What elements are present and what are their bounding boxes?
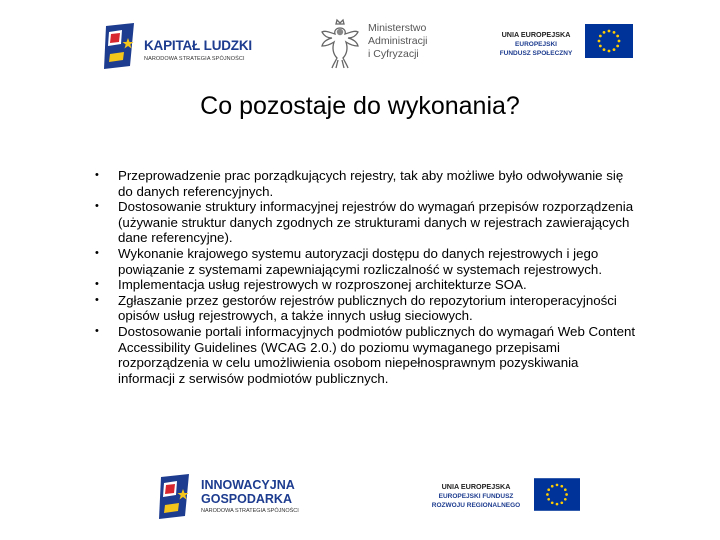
bullet-text: Zgłaszanie przez gestorów rejestrów publicznych do repozytorium interoperacyjności opisów usług rejestrowych, a także innych usług sieciowych. [118,292,617,324]
eu-star-icon [608,50,611,53]
bullet-marker: • [95,278,99,291]
eu-star-icon [613,31,616,34]
innowacyjna-gospodarka-flag-icon [155,472,195,522]
list-item [95,199,638,246]
eu-star-icon [546,493,549,496]
eu-rf-line1: UNIA EUROPEJSKA [441,482,511,491]
kapital-ludzki-logo [100,20,260,72]
eagle-emblem-icon [318,18,362,72]
list-item [95,292,638,324]
eu-star-icon [603,48,606,51]
bullet-text: Implementacja usług rejestrowych w rozproszonej architekturze SOA. [118,277,527,293]
list-item [95,245,638,277]
eu-star-icon [598,40,601,43]
kapital-ludzki-flag-icon [100,20,140,72]
eu-social-fund-text [487,30,585,58]
eu-star-icon [603,31,606,34]
slide-title: Co pozostaje do wykonania? [200,92,520,120]
eu-rf-line3: ROZWOJU REGIONALNEGO [431,502,521,509]
eu-star-icon [599,35,602,38]
eu-rf-line2: EUROPEJSKI FUNDUSZ [438,493,514,500]
eu-sf-line1: UNIA EUROPEJSKA [501,30,571,39]
eu-star-icon [613,48,616,51]
eu-star-icon [551,485,554,488]
eu-star-icon [616,35,619,38]
innowacyjna-gospodarka-logo [155,470,325,525]
bullet-text: Przeprowadzenie prac porządkujących rejestry, tak aby możliwe było odwoływanie się do danych referencyjnych. [118,168,624,199]
eu-star-icon [616,45,619,48]
list-item [95,323,638,386]
eu-star-icon [564,488,567,491]
ig-line2: GOSPODARKA [201,492,292,506]
eu-sf-line2: EUROPEJSKI [515,41,557,48]
bullet-marker: • [95,246,99,259]
bullet-marker: • [95,200,99,213]
ministry-line3: i Cyfryzacji [368,48,419,60]
list-item [95,277,638,293]
kapital-ludzki-tagline: NARODOWA STRATEGIA SPÓJNOŚCI [144,56,245,62]
bullet-text: Dostosowanie portali informacyjnych podmiotów publicznych do wymagań Web Content Accessibility Guidelines (WCAG 2.0.) do poziomu wymaganego przepisami rozporządzenia w celu umożliwienia osobom niepełnosprawnym pozyskiwania informacji z serwisów podmiotów publicznych. [118,323,636,386]
eu-social-fund-logo [485,20,635,70]
ig-line1: INNOWACYJNA [201,478,295,492]
ig-name [201,478,295,506]
kapital-ludzki-name: KAPITAŁ LUDZKI [144,38,252,53]
eu-star-icon [608,30,611,33]
eu-star-icon [547,498,550,501]
eu-flag-icon [534,478,580,511]
eu-star-icon [560,501,563,504]
bullet-marker: • [95,324,99,337]
eu-star-icon [618,40,621,43]
ministry-line1: Ministerstwo [368,22,427,34]
ministry-name [368,22,428,61]
eu-regional-fund-logo [400,472,580,522]
bullet-list [95,168,638,386]
ministry-line2: Administracji [368,35,428,47]
eu-rf-text [418,482,534,510]
bullet-marker: • [95,293,99,306]
eu-star-icon [565,493,568,496]
ig-tagline: NARODOWA STRATEGIA SPÓJNOŚCI [201,508,299,514]
eu-star-icon [547,488,550,491]
ministry-logo [318,18,438,74]
bullet-text: Dostosowanie struktury informacyjnej rejestrów do wymagań przepisów rozporządzenia (używanie struktur danych zgodnych ze strukturami danych w rejestrach zawierających dane referencyjne). [118,199,634,246]
eu-sf-line3: FUNDUSZ SPOŁECZNY [499,50,573,57]
eu-star-icon [560,485,563,488]
eu-star-icon [551,501,554,504]
eu-flag-icon [585,24,633,58]
bullet-text: Wykonanie krajowego systemu autoryzacji dostępu do danych rejestrowych i jego powiązanie z systemami zapewniającymi rozliczalność w systemach rejestrowych. [118,245,603,277]
eu-star-icon [564,498,567,501]
bullet-marker: • [95,169,99,181]
eu-star-icon [556,484,559,487]
eu-star-icon [599,45,602,48]
list-item [95,168,638,199]
eu-star-icon [556,503,559,506]
